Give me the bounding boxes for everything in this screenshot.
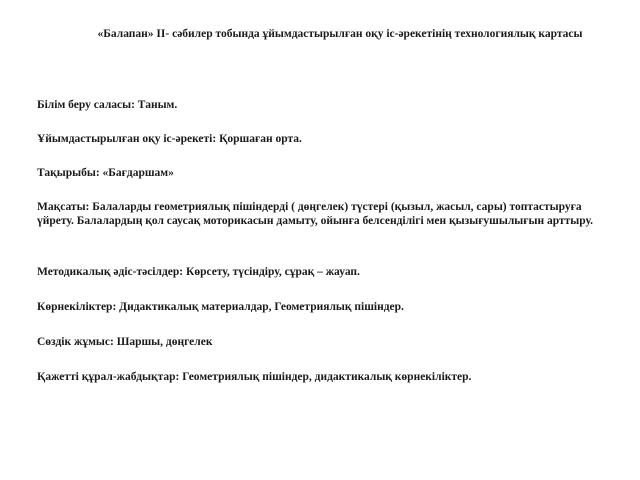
required-equipment-line: Қажетті құрал-жабдықтар: Геометриялық пішіндер, дидактикалық көрнекіліктер.	[37, 371, 472, 383]
visual-aids-line: Көрнекіліктер: Дидактикалық материалдар, Геометриялық пішіндер.	[37, 301, 404, 313]
document-title: «Балапан» ІІ- сәбилер тобында ұйымдастырылған оқу іс-әрекетінің технологиялық картасы	[97, 28, 583, 40]
vocabulary-work-line: Сөздік жұмыс: Шаршы, дөңгелек	[37, 336, 213, 348]
organized-activity-line: Ұйымдастырылған оқу іс-әрекеті: Қоршаған орта.	[37, 133, 302, 145]
education-area-line: Білім беру саласы: Таным.	[37, 99, 178, 111]
goals-paragraph: Мақсаты: Балаларды геометриялық пішіндерді ( дөңгелек) түстері (қызыл, жасыл, сары) топтастыруға үйрету. Балалардың қол саусақ моторикасын дамыту, ойынға белсенділігі мен қызығушылығын арттыру.	[37, 201, 593, 227]
topic-line: Тақырыбы: «Бағдаршам»	[37, 167, 174, 179]
methods-line: Методикалық әдіс-тәсілдер: Көрсету, түсіндіру, сұрақ – жауап.	[37, 266, 360, 278]
